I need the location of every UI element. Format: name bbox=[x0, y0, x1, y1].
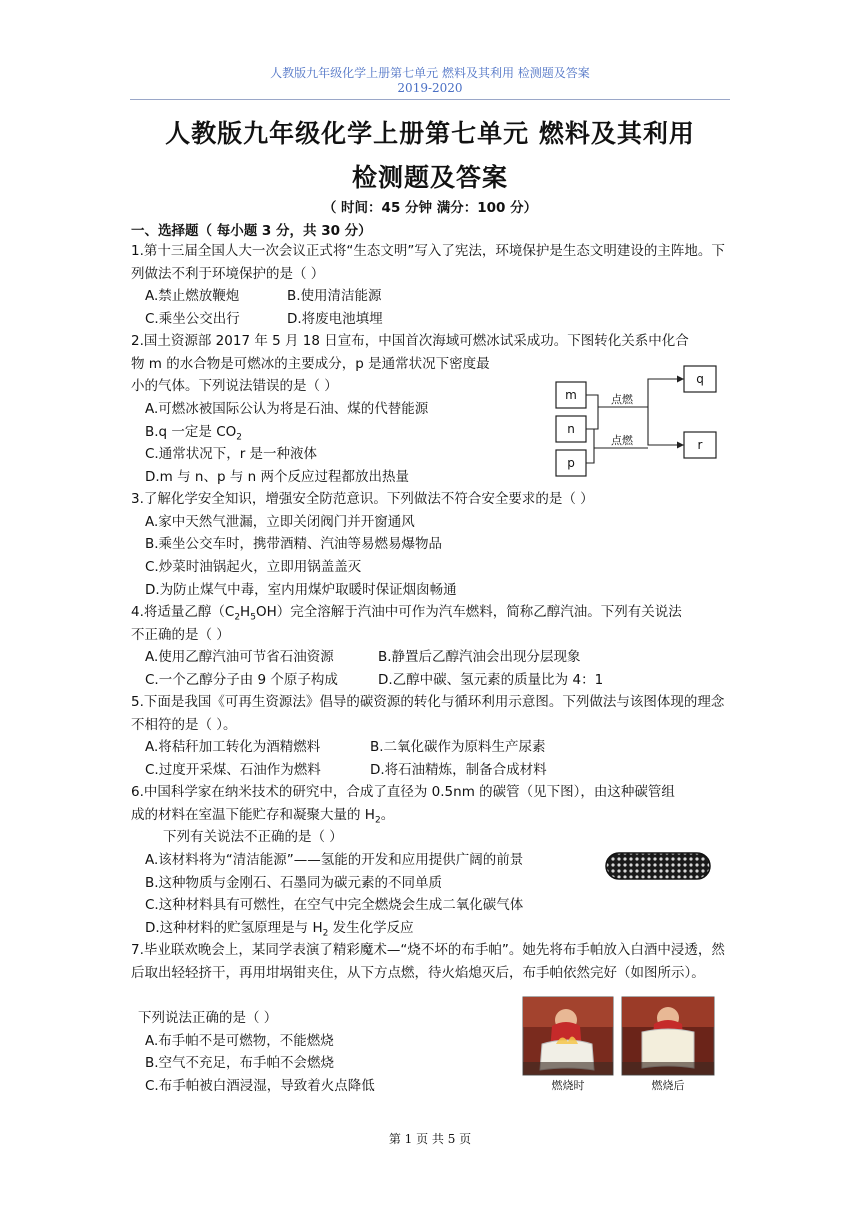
question-1-option-d: D.将废电池填埋 bbox=[287, 311, 383, 327]
question-7-stem: 7.毕业联欢晚会上，某同学表演了精彩魔术—“烧不坏的布手帕”。她先将布手帕放入白酒中浸透，然后取出轻轻挤干，再用坩埚钳夹住，从下方点燃，待火焰熄灭后，布手帕依然完好（如图所示）。 bbox=[131, 942, 725, 981]
diagram-label-n: n bbox=[567, 422, 575, 436]
question-3-option-c: C.炒菜时油锅起火，立即用锅盖盖灭 bbox=[145, 559, 362, 575]
photo-after bbox=[622, 997, 714, 1075]
question-3-stem: 3.了解化学安全知识，增强安全防范意识。下列做法不符合安全要求的是（ ） bbox=[131, 491, 594, 507]
question-6-option-c: C.这种材料具有可燃性，在空气中完全燃烧会生成二氧化碳气体 bbox=[145, 897, 524, 913]
question-4-option-d: D.乙醇中碳、氢元素的质量比为 4：1 bbox=[378, 672, 604, 688]
question-5-stem: 5.下面是我国《可再生资源法》倡导的碳资源的转化与循环利用示意图。下列做法与该图体现的理念不相符的是（ ）。 bbox=[131, 694, 725, 733]
question-7-option-a: A.布手帕不是可燃物，不能燃烧 bbox=[145, 1033, 334, 1049]
question-1-option-c: C.乘坐公交出行 bbox=[145, 311, 240, 327]
question-6-stem-line1: 6.中国科学家在纳米技术的研究中，合成了直径为 0.5nm 的碳管（见下图），由这种碳管组 bbox=[131, 784, 675, 800]
question-4-option-a: A.使用乙醇汽油可节省石油资源 bbox=[145, 649, 334, 665]
section-heading: 一、选择题（ 每小题 3 分，共 30 分） bbox=[131, 223, 372, 239]
document-title-line2: 检测题及答案 bbox=[351, 163, 508, 192]
page-footer: 第 1 页 共 5 页 bbox=[388, 1132, 472, 1146]
magic-handkerchief-photos bbox=[522, 996, 716, 1094]
question-4-stem-line2: 不正确的是（ ） bbox=[131, 627, 230, 643]
question-3-option-d: D.为防止煤气中毒，室内用煤炉取暖时保证烟囱畅通 bbox=[145, 582, 457, 598]
question-7-option-b: B.空气不充足，布手帕不会燃烧 bbox=[145, 1055, 335, 1071]
carbon-nanotube-figure bbox=[604, 850, 712, 882]
question-2-stem-line3: 小的气体。下列说法错误的是（ ） bbox=[131, 378, 338, 394]
photo-caption-burning: 燃烧时 bbox=[551, 1079, 585, 1092]
diagram-label-r: r bbox=[697, 438, 703, 452]
question-4-option-b: B.静置后乙醇汽油会出现分层现象 bbox=[378, 649, 581, 665]
conversion-diagram bbox=[548, 362, 730, 478]
exam-meta: （ 时间：45 分钟 满分：100 分） bbox=[322, 200, 538, 216]
question-1-option-a: A.禁止燃放鞭炮 bbox=[145, 288, 240, 304]
diagram-label-m: m bbox=[565, 388, 577, 402]
diagram-arrow-label-bottom: 点燃 bbox=[611, 434, 633, 447]
question-2-option-d: D.m 与 n、p 与 n 两个反应过程都放出热量 bbox=[145, 469, 409, 485]
question-7-option-c: C.布手帕被白酒浸湿，导致着火点降低 bbox=[145, 1078, 375, 1094]
question-2-option-a: A.可燃冰被国际公认为将是石油、煤的代替能源 bbox=[145, 401, 429, 417]
question-6-option-b: B.这种物质与金刚石、石墨同为碳元素的不同单质 bbox=[145, 875, 443, 891]
question-1-option-b: B.使用清洁能源 bbox=[287, 288, 382, 304]
header-rule bbox=[130, 99, 730, 100]
question-6-stem-line2: 成的材料在室温下能贮存和凝聚大量的 $H_2$。 bbox=[131, 807, 395, 826]
document-title-line1: 人教版九年级化学上册第七单元 燃料及其利用 bbox=[165, 119, 695, 148]
question-6-option-d: D.这种材料的贮氢原理是与 $H_2$ 发生化学反应 bbox=[145, 920, 414, 939]
photo-caption-after: 燃烧后 bbox=[651, 1079, 685, 1092]
diagram-label-q: q bbox=[696, 372, 704, 386]
question-3-option-a: A.家中天然气泄漏，立即关闭阀门并开窗通风 bbox=[145, 514, 415, 530]
question-1-stem: 1.第十三届全国人大一次会议正式将“生态文明”写入了宪法，环境保护是生态文明建设的主阵地。下列做法不利于环境保护的是（ ） bbox=[131, 243, 725, 282]
question-5-option-c: C.过度开采煤、石油作为燃料 bbox=[145, 762, 321, 778]
diagram-label-p: p bbox=[567, 456, 575, 470]
running-header-title: 人教版九年级化学上册第七单元 燃料及其利用 检测题及答案 bbox=[270, 66, 590, 80]
question-7-stem-line2: 下列说法正确的是（ ） bbox=[138, 1010, 278, 1026]
question-5-option-b: B.二氧化碳作为原料生产尿素 bbox=[370, 739, 546, 755]
question-5-option-a: A.将秸秆加工转化为酒精燃料 bbox=[145, 739, 321, 755]
photo-burning bbox=[523, 997, 613, 1075]
question-5-option-d: D.将石油精炼，制备合成材料 bbox=[370, 762, 547, 778]
running-header-year: 2019-2020 bbox=[397, 81, 463, 95]
question-4-option-c: C.一个乙醇分子由 9 个原子构成 bbox=[145, 672, 338, 688]
question-4-stem-line1: 4.将适量乙醇$(C_2H_5OH)$完全溶解于汽油中可作为汽车燃料，简称乙醇汽油。下列有关说法 bbox=[131, 604, 682, 623]
question-2-option-c: C.通常状况下，r 是一种液体 bbox=[145, 446, 318, 462]
question-2-option-b: B.q 一定是 $CO_2$ bbox=[145, 424, 242, 443]
question-3-option-b: B.乘坐公交车时，携带酒精、汽油等易燃易爆物品 bbox=[145, 536, 443, 552]
question-2-stem-line2: 物 m 的水合物是可燃冰的主要成分，p 是通常状况下密度最 bbox=[131, 356, 490, 372]
question-6-option-a: A.该材料将为“清洁能源”——氢能的开发和应用提供广阔的前景 bbox=[145, 852, 524, 868]
question-6-stem-line3: 下列有关说法不正确的是（ ） bbox=[163, 829, 343, 845]
diagram-arrow-label-top: 点燃 bbox=[611, 393, 633, 406]
question-2-stem-line1: 2.国土资源部 2017 年 5 月 18 日宣布，中国首次海域可燃冰试采成功。下图转化关系中化合 bbox=[131, 333, 689, 349]
